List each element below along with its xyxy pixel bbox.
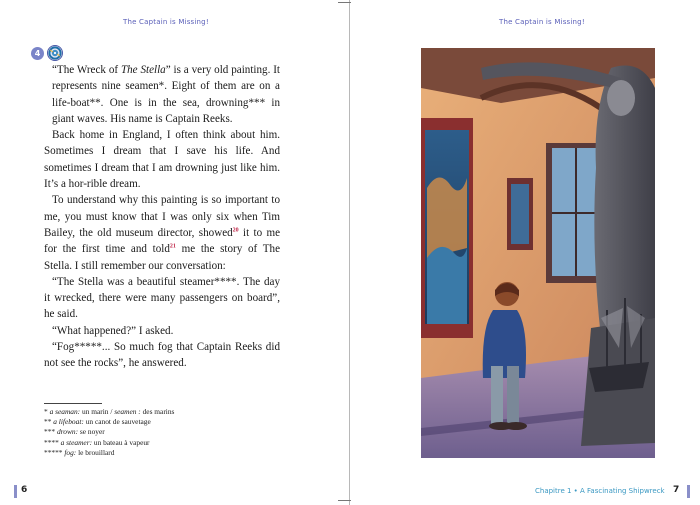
footnote-divider <box>44 403 102 404</box>
story-paragraph <box>52 62 280 127</box>
footnote-term: a lifeboat: <box>53 417 84 427</box>
story-text-run: “The Wreck of <box>52 64 121 76</box>
running-head: The Captain is Missing! <box>499 18 585 26</box>
footnote-mark: ***** <box>44 447 63 457</box>
running-head: The Captain is Missing! <box>123 18 209 26</box>
chapter-label: Chapitre 1 • A Fascinating Shipwreck <box>535 487 665 495</box>
story-paragraph <box>44 339 280 372</box>
story-paragraph <box>44 274 280 323</box>
story-text-run: The Stella <box>120 64 166 76</box>
footnote-gloss: se noyer <box>79 427 105 437</box>
footnote-mark: ** <box>44 417 52 427</box>
footnotes <box>44 407 284 458</box>
cd-icon <box>47 45 63 61</box>
story-paragraph <box>44 192 280 273</box>
footnote-mark: *** <box>44 427 56 437</box>
footnote <box>44 417 284 427</box>
footnote-mark: **** <box>44 437 59 447</box>
story-text-run: ” is a very old painting. It represents nine seamen*. Eight of them are on a life-boat**. One is in the sea, drowning*** in giant waves. His name is Captain Reeks. <box>52 64 280 125</box>
footnote-term: fog: <box>64 447 77 457</box>
story-text-run: To understand why this painting is so important to me, you must know that I was only six when Tim Bailey, the old museum director, showed <box>44 194 280 239</box>
story-text-run: it to me for the first time and told <box>44 226 280 256</box>
footnote-gloss: un bateau à vapeur <box>93 437 150 447</box>
footnote <box>44 407 284 417</box>
footnote <box>44 448 284 458</box>
glossary-ref: 21 <box>169 243 176 250</box>
story-text-run: “The Stella was a beautiful steamer****. The day it wrecked, there were many passengers on board”, he said. <box>44 275 280 321</box>
audio-track-badge <box>31 47 71 63</box>
book-spine <box>349 0 350 505</box>
folio-bar <box>687 485 690 498</box>
right-page <box>351 0 700 505</box>
footnote-term: drown: <box>56 427 79 437</box>
folio-bar <box>14 485 17 498</box>
footnote-gloss: un marin / <box>82 407 113 416</box>
left-page <box>0 0 349 505</box>
footnote-gloss: le brouillard <box>78 447 115 457</box>
page-number: 6 <box>21 485 28 495</box>
story-text-run: “What happened?” I asked. <box>52 324 174 337</box>
story-text <box>44 62 280 372</box>
footnote-term: a steamer: <box>60 437 93 447</box>
footnote <box>44 438 284 448</box>
story-text-run: Back home in England, I often think about him. Sometimes I dream that I save his life. And sometimes I dream that I am drowning just like him. It’s a hor-rible dream. <box>44 129 280 191</box>
footnote-gloss: un canot de sauvetage <box>85 417 151 427</box>
story-text-run: me the story of The Stella. I still remember our conversation: <box>44 243 280 272</box>
glossary-ref: 20 <box>232 227 239 234</box>
footnote-term: a seaman: <box>49 407 81 416</box>
story-text-run: “Fog*****... So much fog that Captain Reeks did not see the rocks”, he answered. <box>44 341 280 370</box>
story-paragraph <box>44 127 280 192</box>
museum-illustration <box>421 48 655 458</box>
track-number: 4 <box>31 47 44 60</box>
footnote <box>44 427 284 437</box>
footnote-term: seamen : <box>114 407 141 416</box>
story-paragraph <box>44 323 280 339</box>
page-number: 7 <box>673 485 680 495</box>
footnote-gloss: des marins <box>142 407 175 416</box>
footnote-mark: * <box>44 407 48 416</box>
